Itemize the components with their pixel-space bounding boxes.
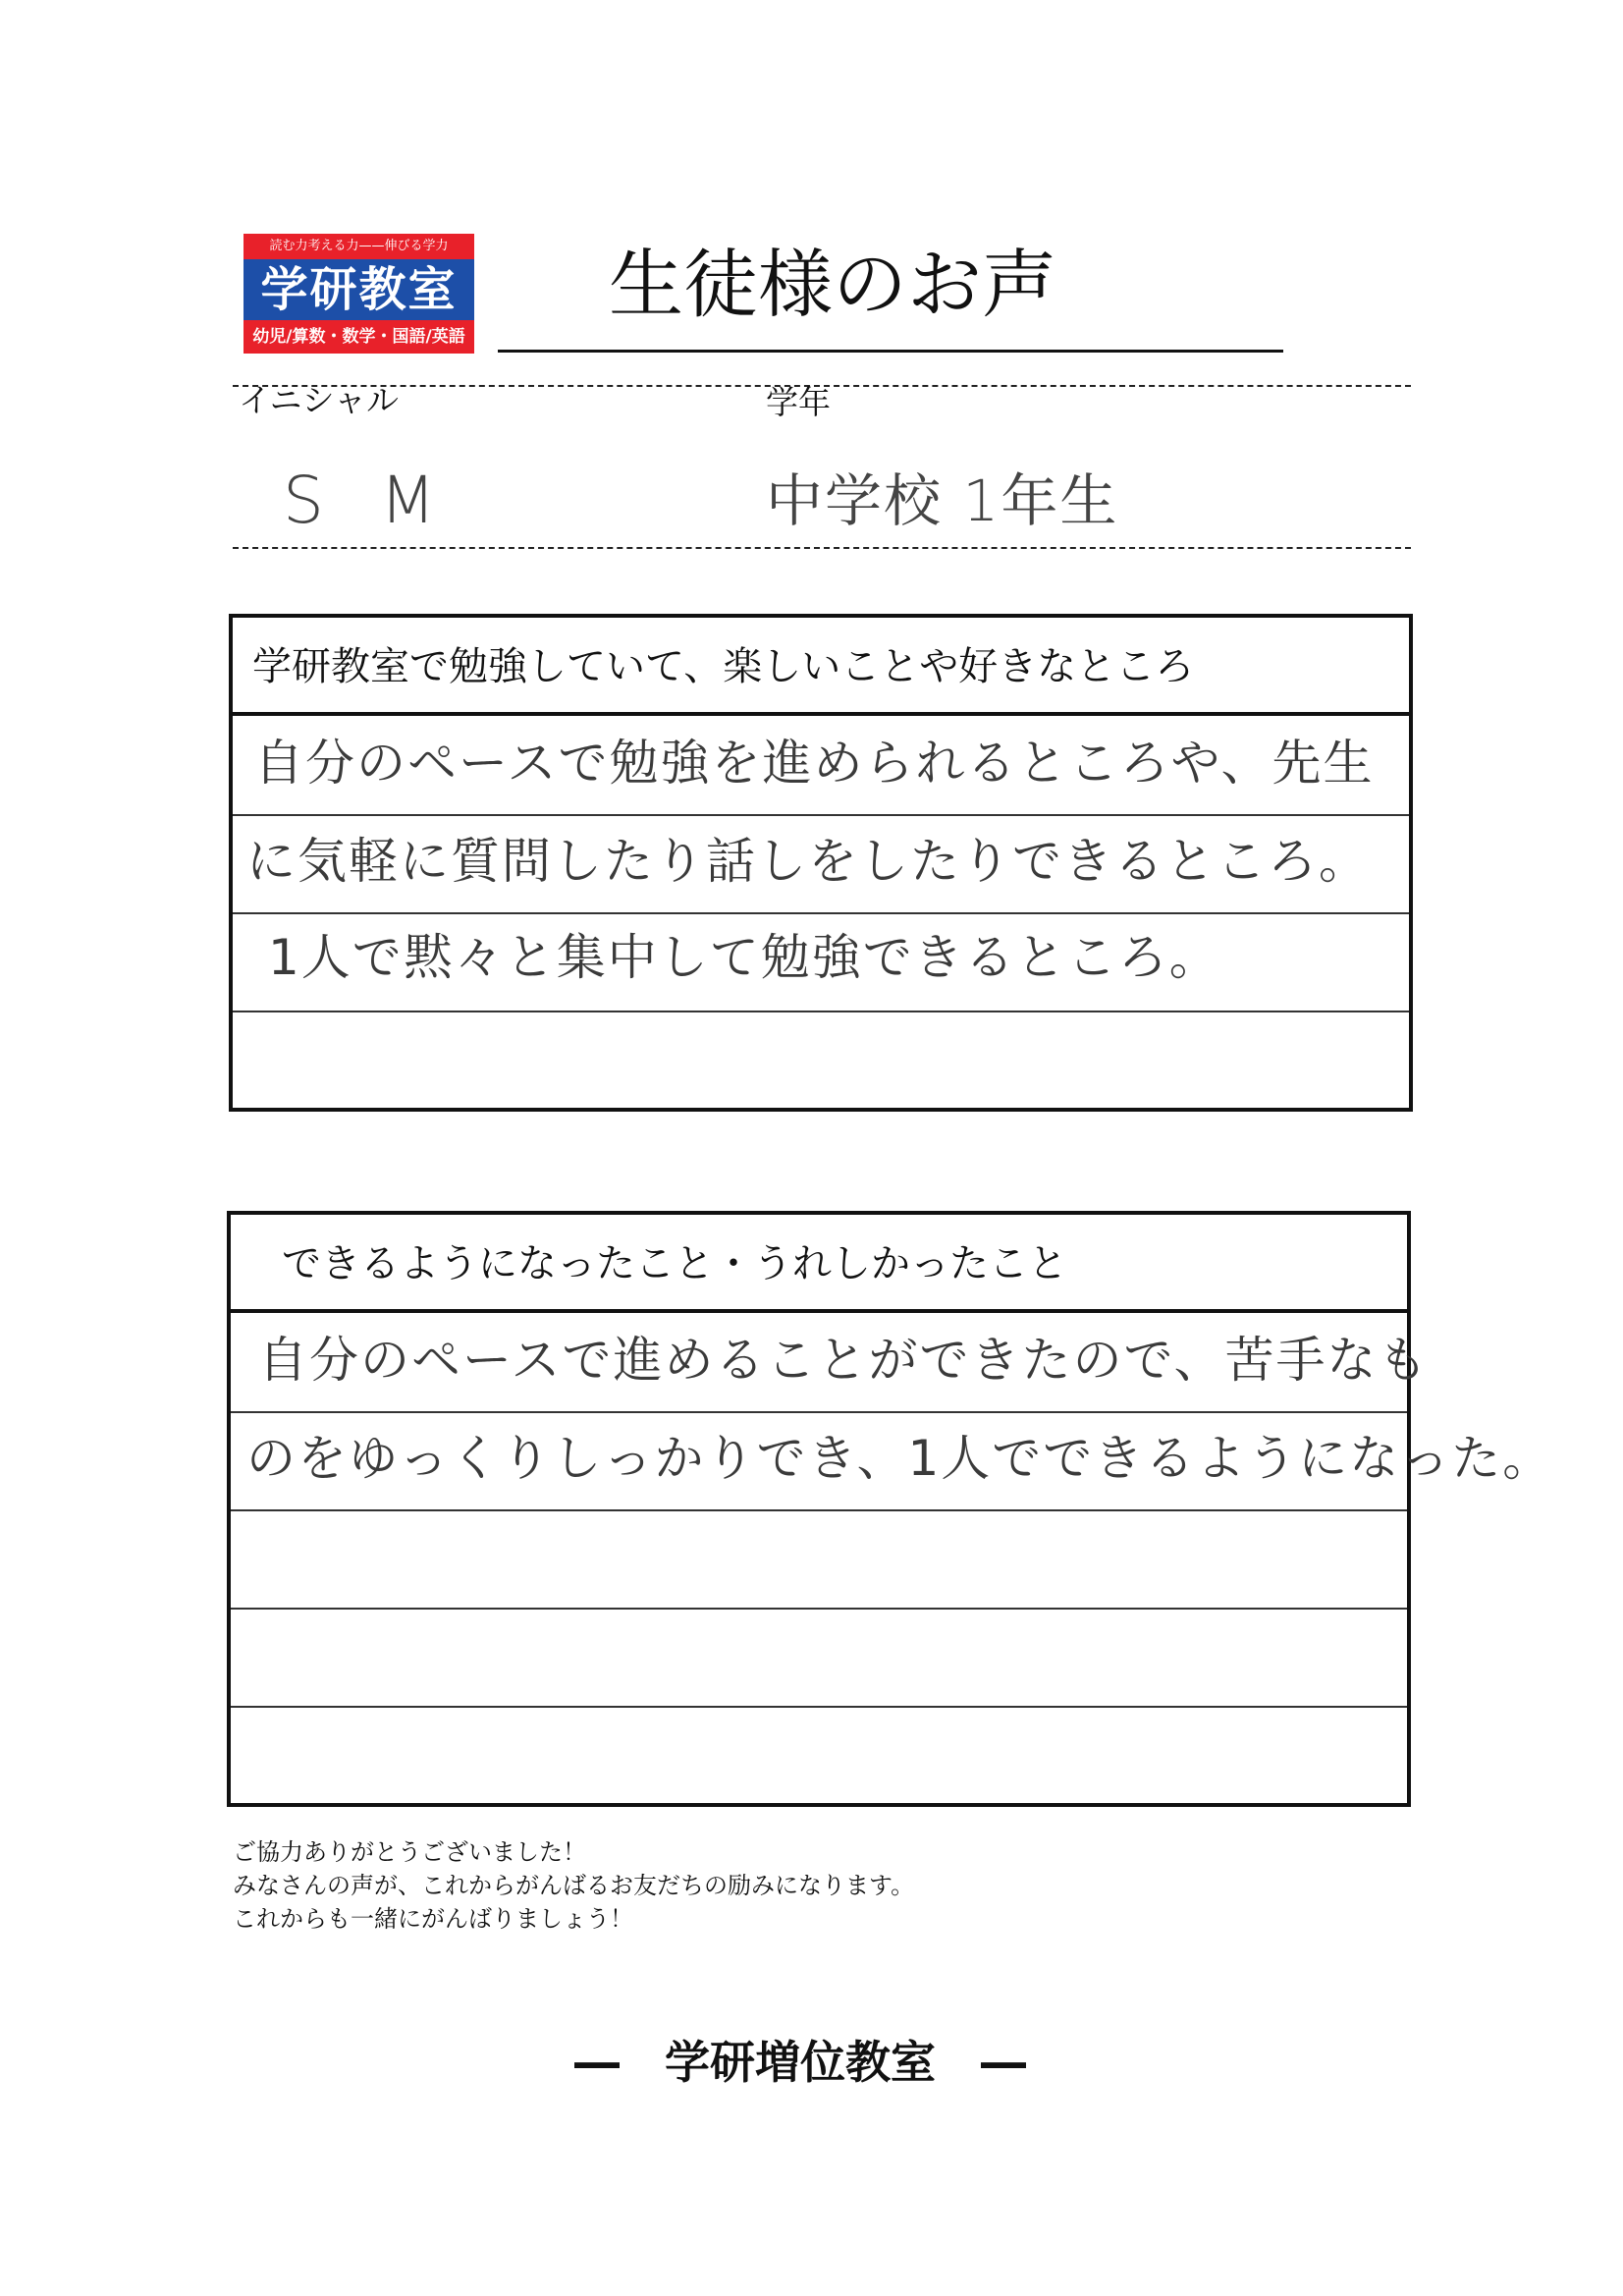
logo-name: 学研教室 [243,259,474,320]
answer-line: のをゆっくりしっかりでき、1人でできるようになった。 [246,1430,1554,1487]
answer-rule [231,1706,1407,1708]
section-favorite-points-header [233,618,1409,716]
grade-label: 学年 [766,383,831,421]
gakken-logo [243,234,474,354]
answer-rule [233,814,1409,816]
thanks-line: ご協力ありがとうございました！ [233,1838,586,1866]
section-favorite-points-heading: 学研教室で勉強していて、楽しいことや好きなところ [252,644,1195,689]
page-title: 生徒様のお声 [609,241,1056,328]
section-achievements [227,1211,1554,1807]
title-underline [498,350,1283,353]
thanks-line: みなさんの声が、これからがんばるお友だちの励みになります。 [233,1872,915,1899]
grade-value: 中学校 1年生 [766,467,1119,534]
logo-tagline: 読む力考える力——伸びる学力 [243,234,474,259]
answer-line: 1人で黙々と集中して勉強できるところ。 [268,929,1220,986]
logo-subjects: 幼児/算数・数学・国語/英語 [243,320,474,354]
section-achievements-heading: できるようになったこと・うれしかったこと [282,1241,1067,1286]
field-divider-bottom [233,547,1411,549]
answer-rule [233,912,1409,914]
answer-line: 自分のペースで進めることができたので、苦手なも [258,1332,1430,1389]
section-achievements-header [231,1215,1407,1313]
answer-line: 自分のペースで勉強を進められるところや、先生 [254,735,1375,792]
answer-rule [231,1411,1407,1413]
school-name: ― 学研増位教室 ― [574,2036,1026,2089]
answer-rule [233,1011,1409,1012]
initial-value: S M [283,463,454,538]
answer-rule [231,1509,1407,1511]
answer-line: に気軽に質問したり話しをしたりできるところ。 [246,833,1370,890]
section-favorite-points [229,614,1413,1112]
initial-label: イニシャル [239,381,400,419]
answer-rule [231,1608,1407,1610]
thanks-line: これからも一緒にがんばりましょう！ [233,1905,633,1933]
